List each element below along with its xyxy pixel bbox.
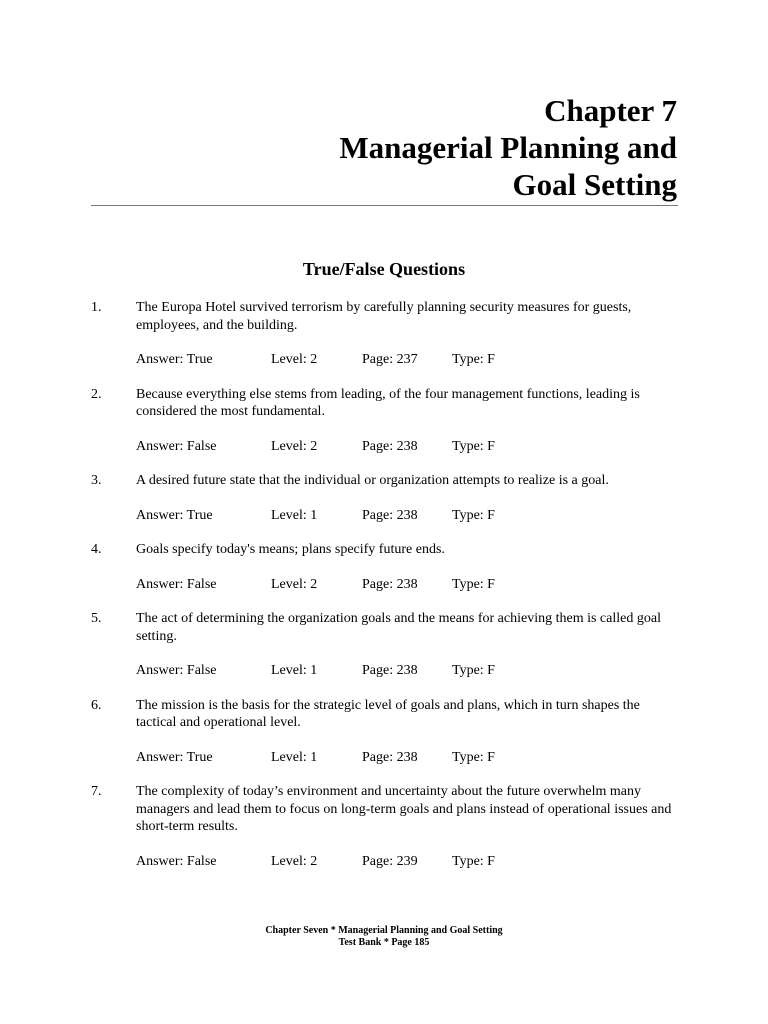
page-value: Page: 237 <box>362 352 418 367</box>
level-value: Level: 1 <box>271 663 318 678</box>
question-item <box>91 610 681 680</box>
question-list <box>91 299 681 887</box>
question-item <box>91 697 681 767</box>
level-value: Level: 2 <box>271 853 318 869</box>
chapter-title-line-1: Managerial Planning and <box>339 130 677 165</box>
chapter-heading <box>339 92 677 203</box>
level-value: Level: 1 <box>271 749 318 765</box>
question-number: 6. <box>91 697 102 713</box>
question-text: The mission is the basis for the strategic level of goals and plans, which in turn shapes the tactical and operational level. <box>136 697 640 730</box>
level-value: Level: 1 <box>271 507 318 523</box>
level-value: Level: 2 <box>271 352 318 367</box>
answer-value: Answer: True <box>136 507 213 523</box>
type-value: Type: F <box>452 749 495 765</box>
page-value: Page: 238 <box>362 507 418 523</box>
question-item <box>91 541 681 593</box>
answer-line <box>136 576 681 594</box>
question-number: 4. <box>91 542 102 557</box>
question-number: 7. <box>91 784 102 799</box>
page-footer <box>0 925 768 949</box>
type-value: Type: F <box>452 352 495 367</box>
type-value: Type: F <box>452 663 495 678</box>
question-item <box>91 472 681 524</box>
chapter-number: Chapter 7 <box>544 93 677 128</box>
chapter-title-line-2: Goal Setting <box>512 167 677 202</box>
page-value: Page: 238 <box>362 438 418 454</box>
question-text: The Europa Hotel survived terrorism by carefully planning security measures for guests, employees, and the building. <box>136 300 632 333</box>
answer-line <box>136 749 681 767</box>
type-value: Type: F <box>452 438 495 454</box>
question-text: Goals specify today's means; plans specify future ends. <box>136 542 445 557</box>
question-number: 3. <box>91 473 102 488</box>
answer-value: Answer: True <box>136 749 213 765</box>
question-item <box>91 299 681 369</box>
page-value: Page: 238 <box>362 663 418 678</box>
question-item <box>91 386 681 456</box>
type-value: Type: F <box>452 507 495 523</box>
answer-line <box>136 438 681 456</box>
answer-line <box>136 853 681 871</box>
answer-value: Answer: True <box>136 352 213 367</box>
page-value: Page: 238 <box>362 749 418 765</box>
section-title: True/False Questions <box>302 259 466 279</box>
question-number: 2. <box>91 386 102 402</box>
answer-value: Answer: False <box>136 663 217 678</box>
level-value: Level: 2 <box>271 438 318 454</box>
question-number: 5. <box>91 611 102 626</box>
type-value: Type: F <box>452 853 495 869</box>
question-text: Because everything else stems from leading, of the four management functions, leading is considered the most fundamental. <box>136 386 640 419</box>
answer-value: Answer: False <box>136 438 217 454</box>
type-value: Type: F <box>452 576 495 592</box>
page-value: Page: 239 <box>362 853 418 869</box>
answer-line <box>136 351 681 369</box>
answer-line <box>136 507 681 525</box>
answer-line <box>136 662 681 680</box>
question-text: A desired future state that the individual or organization attempts to realize is a goal. <box>136 473 609 488</box>
footer-chapter-line: Chapter Seven * Managerial Planning and Goal Setting <box>265 925 503 936</box>
question-text: The act of determining the organization goals and the means for achieving them is called goal setting. <box>136 611 661 644</box>
level-value: Level: 2 <box>271 576 318 592</box>
title-divider <box>91 205 678 206</box>
answer-value: Answer: False <box>136 576 217 592</box>
question-number: 1. <box>91 300 102 315</box>
question-item <box>91 783 681 870</box>
answer-value: Answer: False <box>136 853 217 869</box>
footer-page-line: Test Bank * Page 185 <box>338 937 430 948</box>
page-value: Page: 238 <box>362 576 418 592</box>
question-text: The complexity of today’s environment and uncertainty about the future overwhelm many managers and lead them to focus on long-term goals and plans instead of operational issues and short-term results. <box>136 784 672 834</box>
